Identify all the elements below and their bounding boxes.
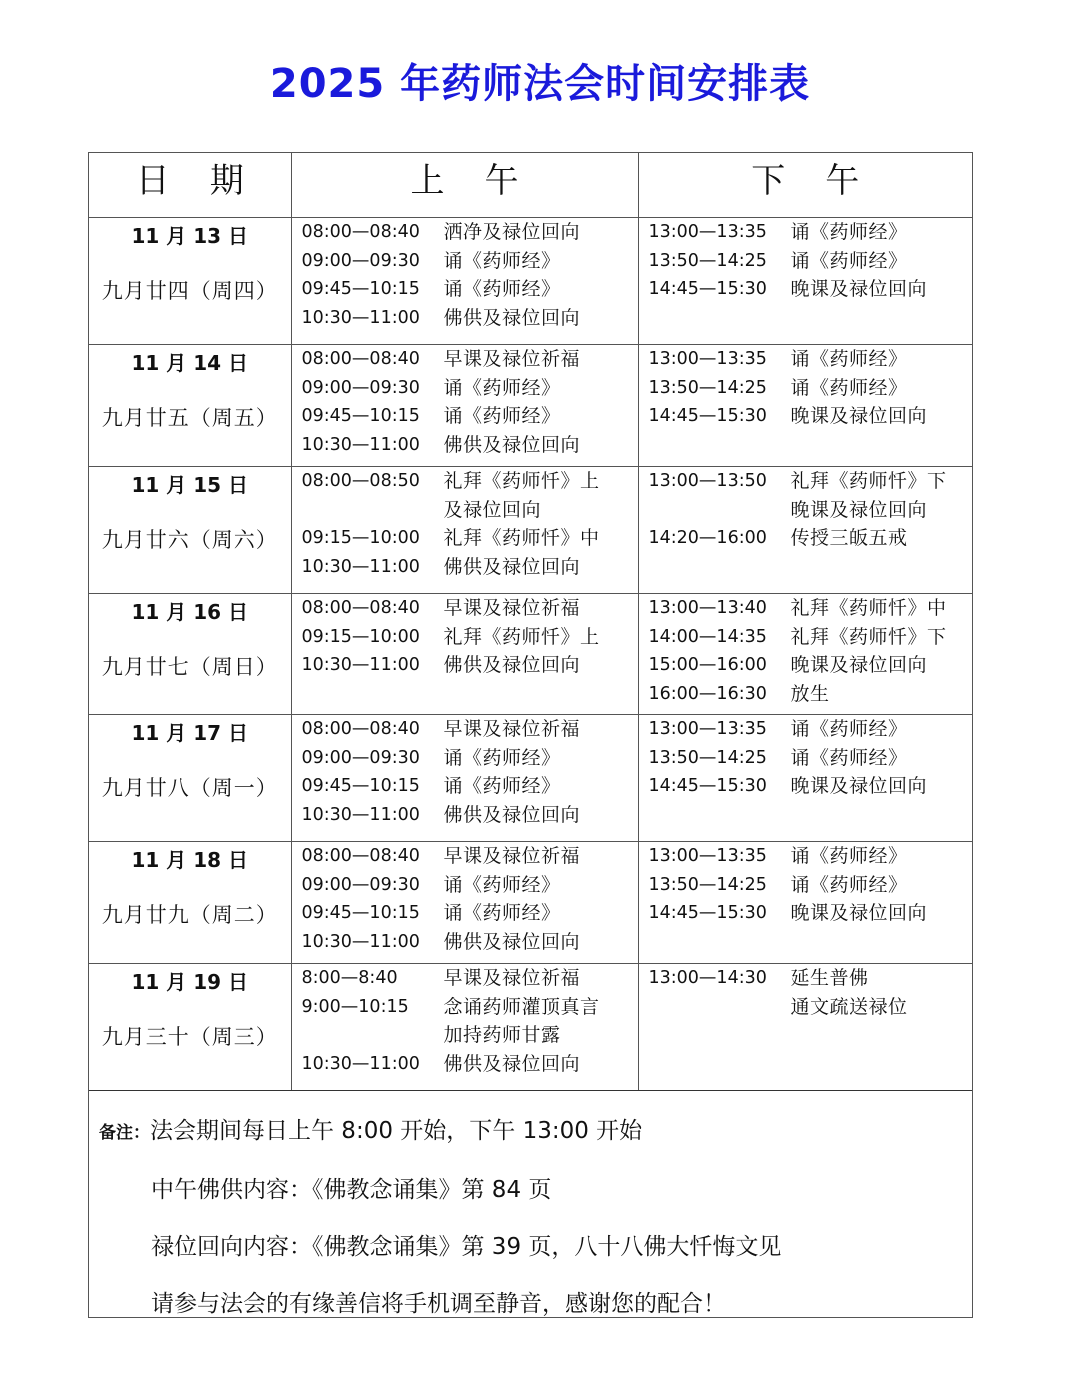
schedule-entry [292, 402, 638, 431]
gregorian-date: 11 月 17 日 [131, 721, 249, 745]
afternoon-cell [638, 964, 972, 1091]
note-line: 请参与法会的有缘善信将手机调至静音，感谢您的配合！ [151, 1291, 726, 1317]
entry-activity: 诵《药师经》 [790, 221, 908, 243]
note-line: 中午佛供内容：《佛教念诵集》第 84 页 [151, 1177, 552, 1203]
entry-activity: 念诵药师灌顶真言 [443, 995, 600, 1018]
entry-activity: 诵《药师经》 [443, 902, 561, 924]
entry-activity: 佛供及禄位回向 [443, 555, 581, 578]
entry-activity: 早课及禄位祈福 [443, 597, 581, 619]
schedule-entry [292, 275, 638, 304]
entry-activity: 佛供及禄位回向 [443, 930, 581, 953]
date-cell [89, 467, 291, 594]
notes-block [99, 1103, 959, 1333]
day-row [89, 218, 972, 345]
entry-activity: 礼拜《药师忏》中 [443, 527, 600, 549]
schedule-entry [639, 680, 973, 709]
date-cell [89, 345, 291, 467]
entry-activity: 早课及禄位祈福 [443, 967, 581, 989]
note-line: 备注：法会期间每日上午 8:00 开始，下午 13:00 开始 [99, 1118, 643, 1144]
schedule-entry [292, 964, 638, 993]
schedule-entry [292, 899, 638, 928]
entry-activity: 诵《药师经》 [443, 775, 561, 797]
afternoon-cell [638, 467, 972, 594]
schedule-entry [292, 467, 638, 496]
entry-activity: 佛供及禄位回向 [443, 803, 581, 826]
entry-activity: 诵《药师经》 [443, 249, 561, 272]
schedule-entry [292, 431, 638, 460]
gregorian-date: 11 月 14 日 [131, 351, 249, 375]
schedule-entry [292, 928, 638, 957]
schedule-entry [292, 247, 638, 276]
schedule-entry [292, 218, 638, 247]
entry-time: 14:20—16:00 [648, 528, 767, 548]
entry-activity: 晚课及禄位回向 [790, 405, 928, 427]
entry-time: 09:00—09:30 [301, 747, 420, 768]
day-row [89, 715, 972, 842]
schedule-entry [292, 1021, 638, 1050]
afternoon-cell [638, 345, 972, 467]
entry-time: 10:30—11:00 [301, 804, 420, 825]
entry-time: 09:00—09:30 [301, 377, 420, 398]
schedule-entry [639, 374, 973, 403]
gregorian-date: 11 月 18 日 [131, 848, 249, 872]
entry-time: 13:00—13:35 [648, 349, 767, 369]
schedule-entry [292, 594, 638, 623]
schedule-entry [639, 623, 973, 652]
day-row [89, 964, 972, 1091]
entry-time: 13:00—13:35 [648, 222, 767, 242]
schedule-entry [639, 467, 973, 496]
entry-activity: 洒净及禄位回向 [443, 221, 581, 243]
entry-activity: 佛供及禄位回向 [443, 306, 581, 329]
entry-activity: 礼拜《药师忏》中 [790, 597, 947, 619]
entry-time: 09:45—10:15 [301, 279, 420, 299]
schedule-entry [639, 247, 973, 276]
schedule-entry [639, 402, 973, 431]
date-cell [89, 964, 291, 1091]
entry-time: 13:50—14:25 [648, 747, 767, 768]
date-cell [89, 715, 291, 842]
entry-time: 08:00—08:40 [301, 598, 420, 618]
entry-time: 09:45—10:15 [301, 406, 420, 426]
schedule-entry [639, 218, 973, 247]
schedule-entry [639, 594, 973, 623]
entry-activity: 诵《药师经》 [790, 746, 908, 769]
entry-time: 13:50—14:25 [648, 874, 767, 895]
entry-time: 13:00—13:35 [648, 846, 767, 866]
lunar-date: 九月三十（周三） [101, 1025, 278, 1049]
schedule-entry [292, 524, 638, 553]
schedule-entry [292, 374, 638, 403]
entry-activity: 诵《药师经》 [443, 873, 561, 896]
schedule-entry [292, 744, 638, 773]
entry-time: 13:00—13:40 [648, 598, 767, 618]
entry-activity: 礼拜《药师忏》下 [790, 625, 947, 648]
schedule-entry [639, 993, 973, 1022]
entry-time: 10:30—11:00 [301, 434, 420, 455]
afternoon-cell [638, 715, 972, 842]
entry-time [292, 1021, 444, 1050]
schedule-entry [292, 715, 638, 744]
entry-time: 13:00—14:30 [648, 968, 767, 988]
entry-activity: 诵《药师经》 [790, 348, 908, 370]
lunar-date: 九月廿七（周日） [101, 655, 278, 679]
entry-activity: 早课及禄位祈福 [443, 845, 581, 867]
header-row [89, 153, 972, 218]
entry-activity: 诵《药师经》 [790, 249, 908, 272]
schedule-body [89, 218, 972, 1091]
entry-time: 13:50—14:25 [648, 377, 767, 398]
entry-time: 14:00—14:35 [648, 626, 767, 647]
entry-time: 08:00—08:50 [301, 471, 420, 491]
morning-cell [291, 467, 638, 594]
entry-activity: 早课及禄位祈福 [443, 348, 581, 370]
afternoon-cell [638, 842, 972, 964]
schedule-entry [292, 871, 638, 900]
entry-time: 10:30—11:00 [301, 931, 420, 952]
lunar-date: 九月廿八（周一） [101, 776, 278, 800]
schedule-entry [292, 553, 638, 582]
entry-time: 09:15—10:00 [301, 626, 420, 647]
entry-time: 8:00—8:40 [301, 968, 398, 988]
day-row [89, 467, 972, 594]
entry-time: 09:00—09:30 [301, 874, 420, 895]
gregorian-date: 11 月 13 日 [131, 224, 249, 248]
entry-time: 10:30—11:00 [301, 1053, 420, 1074]
entry-activity: 礼拜《药师忏》上 [443, 470, 600, 492]
entry-time: 14:45—15:30 [648, 776, 767, 796]
header-date: 日期 [89, 153, 291, 218]
entry-activity: 早课及禄位祈福 [443, 718, 581, 740]
lunar-date: 九月廿九（周二） [101, 903, 278, 927]
date-cell [89, 218, 291, 345]
day-row [89, 345, 972, 467]
afternoon-cell [638, 218, 972, 345]
schedule-entry [292, 801, 638, 830]
schedule-entry [292, 1050, 638, 1079]
schedule-entry [292, 345, 638, 374]
entry-activity: 传授三皈五戒 [790, 527, 908, 549]
schedule-entry [639, 496, 973, 525]
entry-activity: 晚课及禄位回向 [790, 278, 928, 300]
schedule-entry [639, 345, 973, 374]
morning-cell [291, 218, 638, 345]
entry-time: 08:00—08:40 [301, 719, 420, 739]
entry-activity: 诵《药师经》 [443, 278, 561, 300]
entry-time [639, 993, 791, 1022]
entry-time: 9:00—10:15 [301, 996, 409, 1017]
entry-activity: 诵《药师经》 [790, 376, 908, 399]
date-cell [89, 842, 291, 964]
entry-time: 10:30—11:00 [301, 556, 420, 577]
gregorian-date: 11 月 16 日 [131, 600, 249, 624]
page-title: 2025 年药师法会时间安排表 [269, 61, 811, 107]
entry-time: 15:00—16:00 [648, 655, 767, 675]
header-morning: 上午 [291, 153, 638, 218]
morning-cell [291, 842, 638, 964]
entry-activity: 诵《药师经》 [443, 376, 561, 399]
notes-label: 备注： [99, 1123, 150, 1143]
schedule-entry [292, 772, 638, 801]
entry-time: 09:45—10:15 [301, 903, 420, 923]
schedule-entry [292, 651, 638, 680]
entry-time: 10:30—11:00 [301, 307, 420, 328]
schedule-entry [639, 871, 973, 900]
gregorian-date: 11 月 19 日 [131, 970, 249, 994]
afternoon-cell [638, 594, 972, 715]
entry-activity: 晚课及禄位回向 [790, 902, 928, 924]
entry-time [639, 496, 791, 525]
entry-time: 09:00—09:30 [301, 250, 420, 271]
morning-cell [291, 345, 638, 467]
entry-time: 14:45—15:30 [648, 279, 767, 299]
entry-activity: 晚课及禄位回向 [790, 775, 928, 797]
schedule-entry [639, 842, 973, 871]
schedule-entry [292, 623, 638, 652]
schedule-entry [292, 304, 638, 333]
lunar-date: 九月廿五（周五） [101, 406, 278, 430]
entry-activity: 礼拜《药师忏》上 [443, 625, 600, 648]
gregorian-date: 11 月 15 日 [131, 473, 249, 497]
schedule-entry [292, 496, 638, 525]
entry-time: 08:00—08:40 [301, 846, 420, 866]
schedule-entry [639, 964, 973, 993]
entry-activity: 放生 [790, 682, 830, 705]
lunar-date: 九月廿四（周四） [101, 279, 278, 303]
entry-activity: 及禄位回向 [443, 498, 542, 521]
header-afternoon: 下午 [638, 153, 972, 218]
entry-activity: 晚课及禄位回向 [790, 654, 928, 676]
entry-activity: 诵《药师经》 [443, 746, 561, 769]
entry-activity: 诵《药师经》 [790, 873, 908, 896]
entry-activity: 诵《药师经》 [443, 405, 561, 427]
schedule-entry [639, 275, 973, 304]
entry-activity: 诵《药师经》 [790, 718, 908, 740]
entry-time [292, 496, 444, 525]
entry-activity: 通文疏送禄位 [790, 995, 908, 1018]
morning-cell [291, 964, 638, 1091]
entry-time: 13:00—13:50 [648, 471, 767, 491]
entry-time: 13:50—14:25 [648, 250, 767, 271]
schedule-entry [639, 524, 973, 553]
entry-time: 08:00—08:40 [301, 222, 420, 242]
date-cell [89, 594, 291, 715]
entry-time: 10:30—11:00 [301, 655, 420, 675]
entry-activity: 延生普佛 [790, 967, 869, 989]
note-line: 禄位回向内容：《佛教念诵集》第 39 页，八十八佛大忏悔文见 [151, 1234, 782, 1260]
day-row [89, 594, 972, 715]
entry-time: 13:00—13:35 [648, 719, 767, 739]
lunar-date: 九月廿六（周六） [101, 528, 278, 552]
entry-activity: 加持药师甘露 [443, 1024, 561, 1046]
entry-activity: 诵《药师经》 [790, 845, 908, 867]
entry-activity: 晚课及禄位回向 [790, 498, 928, 521]
schedule-sheet [88, 152, 973, 1318]
entry-time: 09:45—10:15 [301, 776, 420, 796]
entry-time: 09:15—10:00 [301, 528, 420, 548]
schedule-entry [639, 899, 973, 928]
entry-time: 08:00—08:40 [301, 349, 420, 369]
entry-time: 14:45—15:30 [648, 406, 767, 426]
schedule-entry [639, 651, 973, 680]
schedule-entry [639, 744, 973, 773]
entry-time: 16:00—16:30 [648, 683, 767, 704]
schedule-entry [292, 842, 638, 871]
entry-time: 14:45—15:30 [648, 903, 767, 923]
entry-activity: 佛供及禄位回向 [443, 654, 581, 676]
schedule-table [89, 153, 972, 1091]
entry-activity: 佛供及禄位回向 [443, 433, 581, 456]
schedule-entry [292, 993, 638, 1022]
morning-cell [291, 594, 638, 715]
schedule-entry [639, 715, 973, 744]
schedule-entry [639, 772, 973, 801]
entry-activity: 礼拜《药师忏》下 [790, 470, 947, 492]
morning-cell [291, 715, 638, 842]
entry-activity: 佛供及禄位回向 [443, 1052, 581, 1075]
day-row [89, 842, 972, 964]
